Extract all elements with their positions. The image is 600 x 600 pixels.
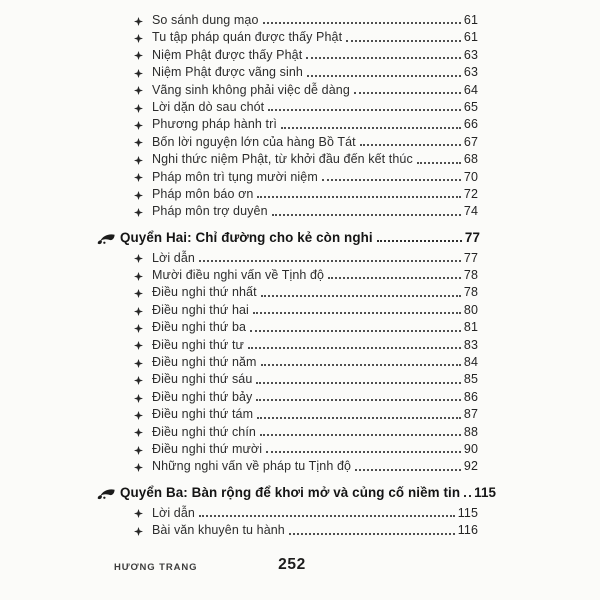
folio-page-number: 252 [278, 556, 306, 573]
toc-entry-title: Lời dẫn [152, 250, 195, 265]
toc-entry-title: Điều nghi thứ sáu [152, 372, 253, 387]
toc-entry [0, 267, 600, 284]
plus-bullet-icon [134, 394, 143, 403]
toc-entry-page: 83 [463, 337, 478, 352]
toc-entry [0, 186, 600, 203]
toc-entry [0, 116, 600, 133]
toc-entry-page: 92 [463, 459, 478, 474]
toc-section-title: Quyển Hai: Chỉ đường cho kẻ còn nghi [120, 229, 373, 245]
toc-entry-page: 84 [463, 355, 478, 370]
page-footer [0, 556, 600, 580]
toc-entry-title: Bốn lời nguyện lớn của hàng Bồ Tát [152, 134, 356, 149]
toc-entry-page: 81 [463, 320, 478, 335]
dot-leader [377, 240, 462, 242]
toc-entry-title: Điều nghi thứ bảy [152, 389, 253, 404]
toc-entry-page: 72 [463, 186, 478, 201]
toc-entry-title: Pháp môn báo ơn [152, 186, 254, 201]
toc-entry-page: 116 [457, 523, 478, 538]
toc-section-page: 115 [474, 484, 497, 500]
dot-leader [253, 312, 461, 314]
dot-leader [354, 92, 461, 94]
plus-bullet-icon [134, 34, 143, 43]
plus-bullet-icon [134, 341, 143, 350]
dot-leader [250, 330, 461, 332]
toc-entry-page: 61 [463, 30, 478, 45]
dot-leader [289, 533, 455, 535]
plus-bullet-icon [134, 324, 143, 333]
dot-leader [464, 495, 471, 497]
plus-bullet-icon [134, 104, 143, 113]
plus-bullet-icon [134, 17, 143, 26]
dot-leader [306, 57, 461, 59]
publisher-name: HƯƠNG TRANG [114, 562, 198, 573]
dot-leader [248, 347, 461, 349]
toc-entry [0, 406, 600, 423]
toc-entry [0, 354, 600, 371]
toc-entry [0, 371, 600, 388]
toc-entry-page: 63 [463, 47, 478, 62]
toc-entry-page: 85 [463, 372, 478, 387]
toc-entry [0, 441, 600, 458]
plus-bullet-icon [134, 428, 143, 437]
toc-entry [0, 64, 600, 81]
floral-leaf-icon [97, 488, 115, 500]
toc-entry-page: 65 [463, 99, 478, 114]
toc-section-header [0, 229, 600, 247]
toc-entry-title: Điều nghi thứ mười [152, 441, 263, 456]
dot-leader [260, 434, 461, 436]
dot-leader [417, 162, 461, 164]
plus-bullet-icon [134, 86, 143, 95]
toc-section-title: Quyển Ba: Bàn rộng để khơi mở và củng cố niềm tin [120, 484, 461, 500]
toc-section-page: 77 [464, 229, 480, 245]
plus-bullet-icon [134, 208, 143, 217]
dot-leader [199, 260, 461, 262]
toc-entry-page: 74 [463, 204, 478, 219]
plus-bullet-icon [134, 411, 143, 420]
toc-entry [0, 505, 600, 522]
dot-leader [268, 109, 461, 111]
toc-entry-page: 78 [463, 285, 478, 300]
toc-entry [0, 424, 600, 441]
toc-entry-title: Mười điều nghi vấn về Tịnh độ [152, 268, 325, 283]
toc-entry-title: Những nghi vấn về pháp tu Tịnh độ [152, 459, 352, 474]
toc-entry-title: Tu tập pháp quán được thấy Phật [152, 30, 343, 45]
toc-entry-page: 86 [463, 389, 478, 404]
dot-leader [257, 196, 460, 198]
dot-leader [261, 295, 461, 297]
dot-leader [272, 214, 461, 216]
dot-leader [360, 144, 461, 146]
toc-entry [0, 151, 600, 168]
plus-bullet-icon [134, 527, 143, 536]
toc-entry [0, 99, 600, 116]
toc-entry-page: 70 [463, 169, 478, 184]
dot-leader [256, 382, 460, 384]
toc-entry [0, 47, 600, 64]
toc-entry-title: Điều nghi thứ hai [152, 302, 249, 317]
toc-entry-title: Điều nghi thứ năm [152, 355, 257, 370]
toc-entry [0, 389, 600, 406]
toc-entry-page: 78 [463, 268, 478, 283]
toc-entry-page: 68 [463, 152, 478, 167]
dot-leader [257, 417, 461, 419]
floral-leaf-icon [97, 233, 115, 245]
plus-bullet-icon [134, 191, 143, 200]
toc-entry-page: 63 [463, 65, 478, 80]
toc-entry [0, 169, 600, 186]
toc-entry-title: Điều nghi thứ tám [152, 407, 254, 422]
dot-leader [355, 469, 461, 471]
dot-leader [261, 364, 461, 366]
toc-entry-title: Điều nghi thứ chín [152, 424, 256, 439]
toc-entry [0, 29, 600, 46]
plus-bullet-icon [134, 376, 143, 385]
toc-entry-title: Nghi thức niệm Phật, từ khởi đầu đến kết thúc [152, 152, 413, 167]
dot-leader [266, 451, 461, 453]
plus-bullet-icon [134, 359, 143, 368]
toc-entry-title: Vãng sinh không phải việc dễ dàng [152, 82, 350, 97]
toc-entry-page: 90 [463, 441, 478, 456]
toc-entry-page: 80 [463, 302, 478, 317]
toc-entry [0, 319, 600, 336]
toc-entry-page: 115 [457, 505, 478, 520]
plus-bullet-icon [134, 272, 143, 281]
toc-entry-title: Lời dặn dò sau chót [152, 99, 265, 114]
toc-entry-title: Niệm Phật được vãng sinh [152, 65, 303, 80]
plus-bullet-icon [134, 509, 143, 518]
toc-entry [0, 250, 600, 267]
dot-leader [322, 179, 461, 181]
toc-entry [0, 203, 600, 220]
table-of-contents [0, 12, 600, 540]
toc-entry-page: 88 [463, 424, 478, 439]
plus-bullet-icon [134, 69, 143, 78]
plus-bullet-icon [134, 156, 143, 165]
toc-entry-page: 77 [463, 250, 478, 265]
toc-entry-title: So sánh dung mạo [152, 13, 259, 27]
toc-entry-title: Bài văn khuyên tu hành [152, 523, 285, 538]
toc-entry [0, 134, 600, 151]
plus-bullet-icon [134, 463, 143, 472]
plus-bullet-icon [134, 446, 143, 455]
dot-leader [307, 75, 461, 77]
toc-entry-title: Lời dẫn [152, 505, 195, 520]
dot-leader [263, 22, 461, 24]
toc-entry [0, 12, 600, 29]
toc-entry [0, 284, 600, 301]
toc-entry-title: Điều nghi thứ tư [152, 337, 244, 352]
toc-section-header [0, 484, 600, 502]
toc-entry-title: Phương pháp hành trì [152, 117, 277, 132]
toc-entry-page: 64 [463, 82, 478, 97]
toc-entry-title: Điều nghi thứ ba [152, 320, 247, 335]
toc-entry-page: 61 [463, 13, 478, 27]
toc-entry [0, 82, 600, 99]
plus-bullet-icon [134, 121, 143, 130]
toc-entry [0, 458, 600, 475]
plus-bullet-icon [134, 138, 143, 147]
plus-bullet-icon [134, 51, 143, 60]
toc-entry [0, 522, 600, 539]
plus-bullet-icon [134, 307, 143, 316]
dot-leader [346, 40, 461, 42]
dot-leader [256, 399, 460, 401]
toc-entry-title: Niệm Phật được thấy Phật [152, 47, 303, 62]
dot-leader [199, 515, 455, 517]
dot-leader [328, 277, 461, 279]
toc-entry-title: Pháp môn trì tụng mười niệm [152, 169, 318, 184]
plus-bullet-icon [134, 254, 143, 263]
toc-entry-page: 66 [463, 117, 478, 132]
toc-entry-page: 67 [463, 134, 478, 149]
toc-entry [0, 302, 600, 319]
toc-entry-title: Pháp môn trợ duyên [152, 204, 268, 219]
plus-bullet-icon [134, 173, 143, 182]
dot-leader [281, 127, 461, 129]
toc-entry-page: 87 [463, 407, 478, 422]
toc-entry-title: Điều nghi thứ nhất [152, 285, 257, 300]
plus-bullet-icon [134, 289, 143, 298]
toc-entry [0, 337, 600, 354]
